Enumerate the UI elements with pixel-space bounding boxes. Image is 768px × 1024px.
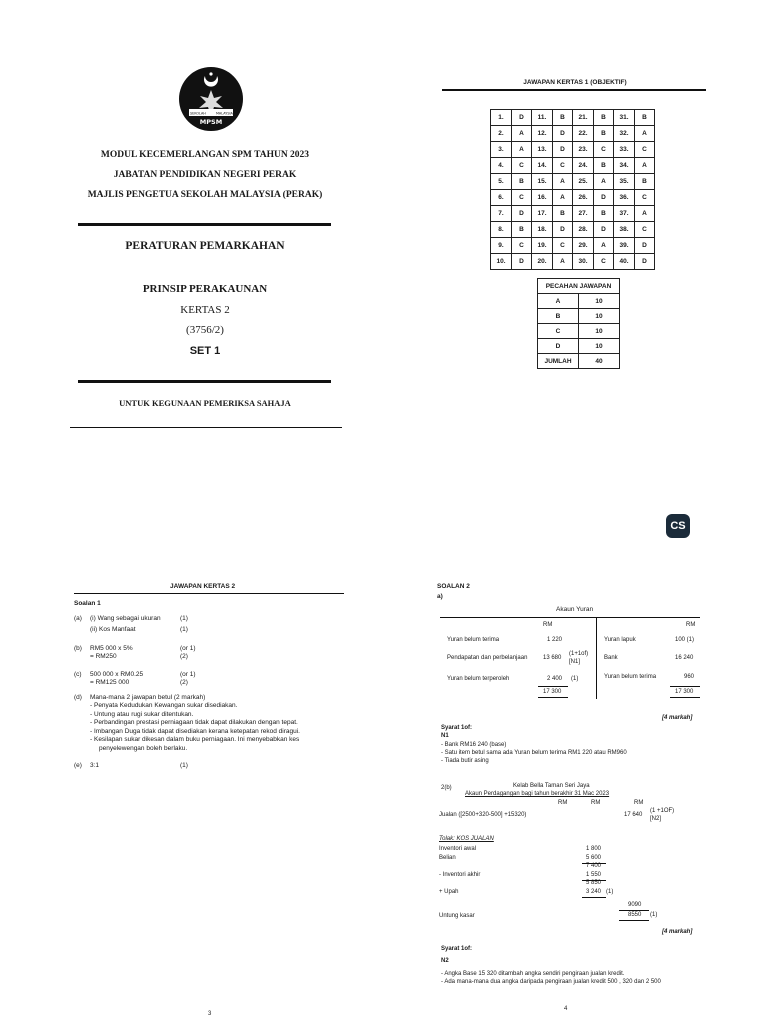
untung-label: Untung kasar — [439, 913, 475, 919]
answer-cell: A — [512, 142, 532, 158]
answer-cell: A — [553, 254, 573, 270]
question-number-cell: 30. — [573, 254, 594, 270]
question-number-cell: 20. — [532, 254, 553, 270]
breakdown-option: A — [538, 294, 579, 309]
cost-total: 9090 — [628, 902, 642, 908]
cover-rule-1 — [78, 223, 331, 226]
breakdown-count: 10 — [579, 339, 620, 354]
t-right-total: 17 300 — [675, 689, 694, 695]
question-number-cell: 14. — [532, 158, 553, 174]
q1a-ii-mark: (1) — [180, 626, 188, 633]
question-number-cell: 37. — [614, 206, 635, 222]
t-left-row3-amount: 2 400 — [547, 676, 563, 682]
cost-row-label: - Inventori akhir — [439, 871, 481, 878]
q1c-mark2: (2) — [180, 679, 188, 686]
cover-footer: UNTUK KEGUNAAN PEMERIKSA SAHAJA — [119, 398, 291, 408]
t-left-total-rule — [538, 686, 568, 687]
syarat-1-title: Syarat 1of: — [441, 725, 473, 731]
objective-row — [491, 158, 655, 174]
q1e-mark: (1) — [180, 762, 188, 769]
question-number-cell: 8. — [491, 222, 512, 238]
question-number-cell: 3. — [491, 142, 512, 158]
cover-rule-3 — [70, 427, 342, 428]
question-number-cell: 5. — [491, 174, 512, 190]
q1b-label: (b) — [74, 645, 82, 652]
answer-cell: D — [512, 206, 532, 222]
q1a-ii-text: (ii) Kos Manfaat — [90, 626, 136, 633]
q1b-line2: = RM250 — [90, 653, 117, 660]
breakdown-row — [538, 309, 620, 324]
question-number-cell: 27. — [573, 206, 594, 222]
breakdown-count: 10 — [579, 309, 620, 324]
q1a-label: (a) — [74, 615, 82, 622]
question-number-cell: 19. — [532, 238, 553, 254]
t-right-row2-label: Bank — [604, 655, 618, 661]
q1d-label: (d) — [74, 694, 82, 701]
t-right-row1-label: Yuran lapuk — [604, 637, 636, 643]
breakdown-row — [538, 294, 620, 309]
untung-underline — [619, 920, 649, 921]
breakdown-title: PECAHAN JAWAPAN — [538, 279, 620, 294]
question-number-cell: 25. — [573, 174, 594, 190]
objective-row — [491, 126, 655, 142]
question-number-cell: 18. — [532, 222, 553, 238]
cover-section: PERATURAN PEMARKAHAN — [125, 240, 285, 252]
bullet-dash: - — [441, 971, 445, 977]
answer-cell: A — [635, 158, 655, 174]
t-account-top-rule — [440, 617, 700, 618]
q1d-item-text: Perbandingan prestasi perniagaan tidak dapat dilakukan dengan tepat. — [93, 719, 298, 727]
breakdown-option: D — [538, 339, 579, 354]
q1d-item — [90, 728, 346, 737]
cost-row-label: + Upah — [439, 888, 459, 895]
bullet-dash: - — [441, 979, 445, 985]
bullet-dash: - — [90, 710, 94, 718]
syarat-2-list — [441, 970, 741, 986]
syarat-2-title: Syarat 1of: — [441, 946, 473, 952]
t-left-total-underline — [538, 697, 568, 698]
breakdown-row — [538, 354, 620, 369]
bullet-dash: - — [90, 719, 94, 727]
q1b-mark1: (or 1) — [180, 645, 196, 652]
bullet-dash: - — [90, 702, 94, 709]
cost-row-label: Inventori awal — [439, 846, 477, 852]
page3-soalan: Soalan 1 — [74, 600, 101, 607]
answer-cell: D — [512, 110, 532, 126]
q2b-marks: [4 markah] — [662, 929, 693, 935]
answer-cell: C — [594, 254, 614, 270]
question-number-cell: 31. — [614, 110, 635, 126]
breakdown-row — [538, 324, 620, 339]
syarat-item — [441, 749, 721, 757]
answer-cell: B — [635, 174, 655, 190]
page4-number: 4 — [564, 1006, 568, 1012]
cost-row-amount: 7 400 — [586, 863, 602, 869]
question-number-cell: 2. — [491, 126, 512, 142]
answer-cell: B — [594, 158, 614, 174]
q1d-item — [90, 736, 346, 745]
q1c-mark1: (or 1) — [180, 671, 196, 678]
syarat-item — [441, 741, 721, 749]
t-right-rm: RM — [686, 622, 696, 628]
answer-cell: B — [594, 206, 614, 222]
answer-cell: B — [635, 110, 655, 126]
objective-row — [491, 110, 655, 126]
objective-row — [491, 238, 655, 254]
t-right-row1-amount: 100 (1) — [675, 637, 695, 643]
q1e-value: 3:1 — [90, 762, 100, 769]
bullet-dash: - — [90, 727, 94, 735]
syarat-item-text: Satu item betul sama ada Yuran belum terima RM1 220 atau RM960 — [444, 750, 627, 756]
jualan-mark2: [N2] — [650, 816, 662, 822]
page3-title: JAWAPAN KERTAS 2 — [170, 583, 236, 590]
cost-row-rule — [582, 897, 606, 898]
question-number-cell: 38. — [614, 222, 635, 238]
q1d-intro: Mana-mana 2 jawapan betul (2 markah) — [90, 694, 206, 701]
answer-breakdown-table — [537, 278, 620, 369]
breakdown-count: 10 — [579, 294, 620, 309]
cost-row-mark: (1) — [606, 888, 614, 895]
q1d-item — [90, 702, 346, 711]
answer-cell: B — [512, 222, 532, 238]
q2a-marks: [4 markah] — [662, 715, 693, 721]
jualan-amount: 17 640 — [624, 812, 643, 818]
t-right-total-rule — [670, 686, 700, 687]
cover-line-3: MAJLIS PENGETUA SEKOLAH MALAYSIA (PERAK) — [87, 190, 323, 200]
cs-badge-label: CS — [670, 520, 686, 532]
q1d-item-text: Kesilapan sukar dikesan dalam buku perniagaan. Ini menyebabkan kes — [93, 736, 300, 744]
cost-row-amount: 5 850 — [586, 880, 602, 886]
answer-cell: D — [594, 190, 614, 206]
answer-cell: C — [635, 222, 655, 238]
question-number-cell: 7. — [491, 206, 512, 222]
syarat-item — [441, 757, 721, 765]
answer-cell: A — [512, 126, 532, 142]
breakdown-option: B — [538, 309, 579, 324]
t-right-row3-label: Yuran belum terima — [604, 674, 657, 680]
svg-text:MPSM: MPSM — [199, 118, 223, 126]
breakdown-option: JUMLAH — [538, 354, 579, 369]
t-left-total: 17 300 — [543, 689, 562, 695]
objective-row — [491, 206, 655, 222]
q1a-i-text: (i) Wang sebagai ukuran — [90, 615, 161, 622]
syarat-1-list — [441, 741, 721, 765]
answer-cell: C — [635, 142, 655, 158]
mpsm-logo — [178, 66, 244, 132]
question-number-cell: 12. — [532, 126, 553, 142]
answer-cell: A — [635, 126, 655, 142]
account-title: Akaun Yuran — [556, 606, 594, 613]
question-number-cell: 26. — [573, 190, 594, 206]
question-number-cell: 35. — [614, 174, 635, 190]
question-number-cell: 17. — [532, 206, 553, 222]
objective-answer-table — [490, 109, 655, 270]
question-number-cell: 13. — [532, 142, 553, 158]
page3-title-rule — [74, 593, 344, 594]
cover-paper: KERTAS 2 — [180, 304, 230, 316]
question-number-cell: 28. — [573, 222, 594, 238]
answer-cell: C — [594, 142, 614, 158]
jualan-mark1: (1 +1OF) — [650, 808, 675, 814]
q1b-mark2: (2) — [180, 653, 188, 660]
q1e-label: (e) — [74, 762, 82, 769]
question-number-cell: 10. — [491, 254, 512, 270]
cs-badge-icon — [666, 514, 690, 538]
cost-row-label: Belian — [439, 854, 456, 861]
answer-cell: C — [512, 190, 532, 206]
question-number-cell: 24. — [573, 158, 594, 174]
objective-row — [491, 222, 655, 238]
q1d-item-text: Imbangan Duga tidak dapat disediakan kerana ketepatan rekod diragui. — [93, 727, 300, 735]
t-account-divider — [596, 617, 597, 699]
question-number-cell: 9. — [491, 238, 512, 254]
t-left-row3-mark: (1) — [571, 676, 579, 682]
objective-row — [491, 174, 655, 190]
syarat-item-text: Angka Base 15 320 ditambah angka sendiri pengiraan jualan kredit. — [444, 971, 625, 977]
q1d-item — [90, 719, 346, 728]
answer-cell: B — [512, 174, 532, 190]
syarat-1-n1: N1 — [441, 733, 449, 739]
cover-line-1: MODUL KECEMERLANGAN SPM TAHUN 2023 — [100, 150, 310, 160]
objective-row — [491, 254, 655, 270]
q1a-i-mark: (1) — [180, 615, 188, 622]
q1d-item-continuation: penyelewengan boleh berlaku. — [99, 744, 188, 752]
breakdown-count: 10 — [579, 324, 620, 339]
answer-cell: C — [635, 190, 655, 206]
answer-cell: C — [512, 158, 532, 174]
svg-text:SEKOLAH: SEKOLAH — [190, 111, 206, 116]
club-name: Kelab Bella Taman Seri Jaya — [513, 783, 590, 789]
t-right-row3-amount: 960 — [684, 674, 695, 680]
answer-cell: A — [553, 190, 573, 206]
rm-col-2: RM — [591, 800, 601, 806]
page3-number: 3 — [208, 1011, 212, 1017]
cover-set: SET 1 — [189, 345, 221, 357]
question-number-cell: 16. — [532, 190, 553, 206]
cost-row-amount: 1 800 — [586, 846, 602, 852]
untung-mark: (1) — [650, 912, 658, 918]
q2b-label: 2(b) — [441, 785, 452, 791]
syarat-item-text: Tiada butir asing — [444, 758, 489, 764]
t-left-row2-label: Pendapatan dan perbelanjaan — [447, 655, 528, 661]
answer-cell: B — [553, 206, 573, 222]
question-number-cell: 1. — [491, 110, 512, 126]
t-left-rm: RM — [543, 622, 553, 628]
q2a-label: a) — [437, 593, 443, 600]
answer-cell: D — [553, 126, 573, 142]
cost-row-amount: 5 600 — [586, 854, 602, 861]
cost-row-amount: 3 240 — [586, 888, 602, 895]
answer-cell: A — [635, 206, 655, 222]
bullet-dash: - — [90, 736, 94, 744]
tolak-kos-jualan: Tolak: KOS JUALAN — [439, 836, 494, 842]
breakdown-row — [538, 339, 620, 354]
jualan-label: Jualan ([2500+320-500] +15320) — [439, 812, 527, 818]
t-left-row2-mark: (1+1of) — [569, 651, 589, 657]
answer-cell: B — [594, 110, 614, 126]
q1d-item-text: Untung atau rugi sukar ditentukan. — [93, 710, 194, 718]
cover-subject: PRINSIP PERAKAUNAN — [142, 283, 268, 295]
question-number-cell: 29. — [573, 238, 594, 254]
question-number-cell: 23. — [573, 142, 594, 158]
cost-total-rule — [619, 910, 649, 911]
answer-cell: C — [553, 158, 573, 174]
answer-cell: B — [553, 110, 573, 126]
objective-title-rule — [442, 89, 706, 91]
answer-cell: D — [594, 222, 614, 238]
bullet-dash: - — [441, 750, 445, 756]
question-number-cell: 32. — [614, 126, 635, 142]
syarat-2-n2: N2 — [441, 958, 449, 964]
answer-cell: D — [553, 142, 573, 158]
objective-row — [491, 190, 655, 206]
t-left-row2-amount: 13 680 — [543, 655, 562, 661]
answer-cell: D — [635, 238, 655, 254]
objective-row — [491, 142, 655, 158]
trading-account-title: Akaun Perdagangan bagi tahun berakhir 31 Mac 2023 — [465, 791, 610, 797]
t-right-row2-amount: 16 240 — [675, 655, 694, 661]
q1c-label: (c) — [74, 671, 82, 678]
question-number-cell: 6. — [491, 190, 512, 206]
answer-cell: C — [553, 238, 573, 254]
untung-amount: 8550 — [628, 912, 642, 918]
q1c-line1: 500 000 x RM0.25 — [90, 671, 144, 678]
cost-row-amount: 1 550 — [586, 871, 602, 878]
question-number-cell: 34. — [614, 158, 635, 174]
svg-text:MALAYSIA: MALAYSIA — [216, 111, 233, 116]
t-left-row3-label: Yuran belum terperoleh — [447, 676, 510, 682]
bullet-dash: - — [441, 758, 445, 764]
syarat-item — [441, 978, 741, 986]
syarat-item — [441, 970, 741, 978]
breakdown-count: 40 — [579, 354, 620, 369]
q1d-list — [90, 702, 346, 754]
question-number-cell: 21. — [573, 110, 594, 126]
bullet-dash: - — [441, 742, 445, 748]
question-number-cell: 15. — [532, 174, 553, 190]
answer-cell: A — [594, 174, 614, 190]
question-number-cell: 22. — [573, 126, 594, 142]
objective-title: JAWAPAN KERTAS 1 (OBJEKTIF) — [523, 79, 627, 86]
rm-col-3: RM — [634, 800, 644, 806]
question-number-cell: 4. — [491, 158, 512, 174]
t-right-total-underline — [670, 697, 700, 698]
question-number-cell: 40. — [614, 254, 635, 270]
answer-cell: B — [594, 126, 614, 142]
syarat-item-text: Ada mana-mana dua angka daripada pengiraan jualan kredit 500 , 320 dan 2 500 — [444, 979, 661, 985]
q1b-line1: RM5 000 x 5% — [90, 645, 133, 652]
cover-line-2: JABATAN PENDIDIKAN NEGERI PERAK — [113, 170, 297, 180]
cover-code: (3756/2) — [186, 324, 224, 336]
answer-cell: A — [594, 238, 614, 254]
q2-title: SOALAN 2 — [437, 583, 470, 590]
answer-cell: D — [553, 222, 573, 238]
answer-cell: A — [553, 174, 573, 190]
q1d-item — [90, 711, 346, 720]
question-number-cell: 36. — [614, 190, 635, 206]
answer-cell: D — [512, 254, 532, 270]
question-number-cell: 11. — [532, 110, 553, 126]
breakdown-option: C — [538, 324, 579, 339]
answer-cell: C — [512, 238, 532, 254]
t-left-row1-label: Yuran belum terima — [447, 637, 500, 643]
t-left-n1-mark: [N1] — [569, 659, 581, 665]
question-number-cell: 39. — [614, 238, 635, 254]
q1d-item-text: Penyata Kedudukan Kewangan sukar disediakan. — [93, 702, 238, 709]
cover-rule-2 — [78, 380, 331, 383]
syarat-item-text: Bank RM16 240 (base) — [444, 742, 507, 748]
q1c-line2: = RM125 000 — [90, 679, 130, 686]
question-number-cell: 33. — [614, 142, 635, 158]
answer-cell: D — [635, 254, 655, 270]
rm-col-1: RM — [558, 800, 568, 806]
t-left-row1-amount: 1 220 — [547, 637, 563, 643]
